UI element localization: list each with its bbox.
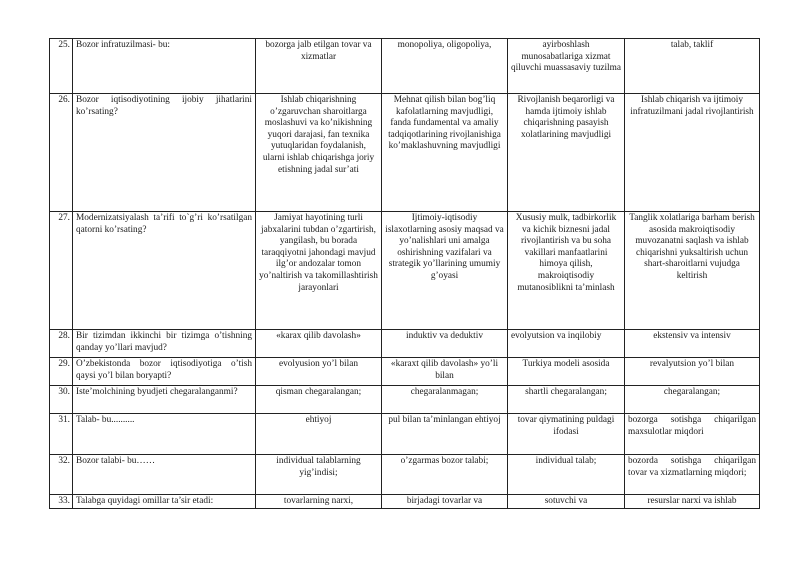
question-number: 26. [50, 94, 73, 212]
answer-option-d: talab, taklif [625, 39, 760, 94]
answer-option-d: revalyutsion yo’l bilan [625, 358, 760, 386]
answer-option-c: sotuvchi va [508, 495, 625, 509]
answer-option-d: bozorga sotishga chiqarilgan maxsulotlar miqdori [625, 414, 760, 455]
answer-option-b: pul bilan ta’minlangan ehtiyoj [382, 414, 508, 455]
answer-option-b: monopoliya, oligopoliya, [382, 39, 508, 94]
table-row [50, 212, 760, 330]
table-row [50, 39, 760, 94]
question-table [49, 38, 760, 509]
answer-option-b: birjadagi tovarlar va [382, 495, 508, 509]
answer-option-c: Rivojlanish beqarorligi va hamda ijtimoiy ishlab chiqarishning pasayish xolatlarining mavjudligi [508, 94, 625, 212]
answer-option-a: qisman chegaralangan; [256, 386, 382, 414]
question-number: 30. [50, 386, 73, 414]
answer-option-a: «karax qilib davolash» [256, 330, 382, 358]
answer-option-a: evolyusion yo’l bilan [256, 358, 382, 386]
question-number: 28. [50, 330, 73, 358]
question-text: Bir tizimdan ikkinchi bir tizimga o’tishning qanday yo’llari mavjud? [73, 330, 256, 358]
question-number: 33. [50, 495, 73, 509]
answer-option-d: Tanglik xolatlariga barham berish asosida makroiqtisodiy muvozanatni saqlash va ishlab chiqarishni yuksaltirish uchun shart-sharoitlarni vujudga keltirish [625, 212, 760, 330]
answer-option-a: individual talablarning yig’indisi; [256, 455, 382, 495]
question-text: Talab- bu.......... [73, 414, 256, 455]
answer-option-c: ayirboshlash munosabatlariga xizmat qiluvchi muassasaviy tuzilma [508, 39, 625, 94]
answer-option-d: resurslar narxi va ishlab [625, 495, 760, 509]
table-row [50, 358, 760, 386]
table-row [50, 414, 760, 455]
answer-option-c: shartli chegaralangan; [508, 386, 625, 414]
answer-option-d: ekstensiv va intensiv [625, 330, 760, 358]
answer-option-a: tovarlarning narxi, [256, 495, 382, 509]
question-number: 25. [50, 39, 73, 94]
question-number: 32. [50, 455, 73, 495]
answer-option-b: o’zgarmas bozor talabi; [382, 455, 508, 495]
answer-option-d: chegaralangan; [625, 386, 760, 414]
answer-option-b: Mehnat qilish bilan bog’liq kafolatlarning mavjudligi, fanda fundamental va amaliy tadqiqotlarining rivojlanishiga ko’maklashuvning mavjudligi [382, 94, 508, 212]
question-text: Talabga quyidagi omillar ta’sir etadi: [73, 495, 256, 509]
question-number: 31. [50, 414, 73, 455]
table-row [50, 455, 760, 495]
answer-option-c: evolyutsion va inqilobiy [508, 330, 625, 358]
answer-option-b: induktiv va deduktiv [382, 330, 508, 358]
question-text: Iste’molchining byudjeti chegaralanganmi? [73, 386, 256, 414]
answer-option-a: Ishlab chiqarishning o’zgaruvchan sharoitlarga moslashuvi va ko’nikishning yuqori darajasi, fan texnika yutuqlaridan foydalanish, ularni ishlab chiqarishga joriy etishning jadal sur’ati [256, 94, 382, 212]
question-text: O’zbekistonda bozor iqtisodiyotiga o’tish qaysi yo’l bilan boryapti? [73, 358, 256, 386]
question-text: Modernizatsiyalash ta’rifi to`g’ri ko’rsatilgan qatorni ko’rsating? [73, 212, 256, 330]
question-text: Bozor talabi- bu…… [73, 455, 256, 495]
answer-option-c: individual talab; [508, 455, 625, 495]
answer-option-c: Turkiya modeli asosida [508, 358, 625, 386]
document-page [49, 38, 759, 509]
question-number: 29. [50, 358, 73, 386]
question-text: Bozor infratuzilmasi- bu: [73, 39, 256, 94]
question-number: 27. [50, 212, 73, 330]
answer-option-c: Xususiy mulk, tadbirkorlik va kichik biznesni jadal rivojlantirish va bu soha vakillari manfaatlarini himoya qilish, makroiqtisodiy mutanosiblikni ta’minlash [508, 212, 625, 330]
table-row [50, 495, 760, 509]
table-row [50, 94, 760, 212]
answer-option-a: Jamiyat hayotining turli jabxalarini tubdan o’zgartirish, yangilash, bu borada taraqqiyotni jahondagi mavjud ilg’or andozalar tomon yo’naltirish va takomillashtirish jarayonlari [256, 212, 382, 330]
answer-option-c: tovar qiymatining puldagi ifodasi [508, 414, 625, 455]
answer-option-b: «karaxt qilib davolash» yo’li bilan [382, 358, 508, 386]
table-row [50, 330, 760, 358]
table-row [50, 386, 760, 414]
answer-option-d: bozorda sotishga chiqarilgan tovar va xizmatlarning miqdori; [625, 455, 760, 495]
answer-option-d: Ishlab chiqarish va ijtimoiy infratuzilmani jadal rivojlantirish [625, 94, 760, 212]
answer-option-b: Ijtimoiy-iqtisodiy islaxotlarning asosiy maqsad va yo’nalishlari uni amalga oshirishning vazifalari va strategik yo’llarining umumiy g’oyasi [382, 212, 508, 330]
answer-option-a: ehtiyoj [256, 414, 382, 455]
question-text: Bozor iqtisodiyotining ijobiy jihatlarini ko’rsating? [73, 94, 256, 212]
answer-option-b: chegaralanmagan; [382, 386, 508, 414]
answer-option-a: bozorga jalb etilgan tovar va xizmatlar [256, 39, 382, 94]
